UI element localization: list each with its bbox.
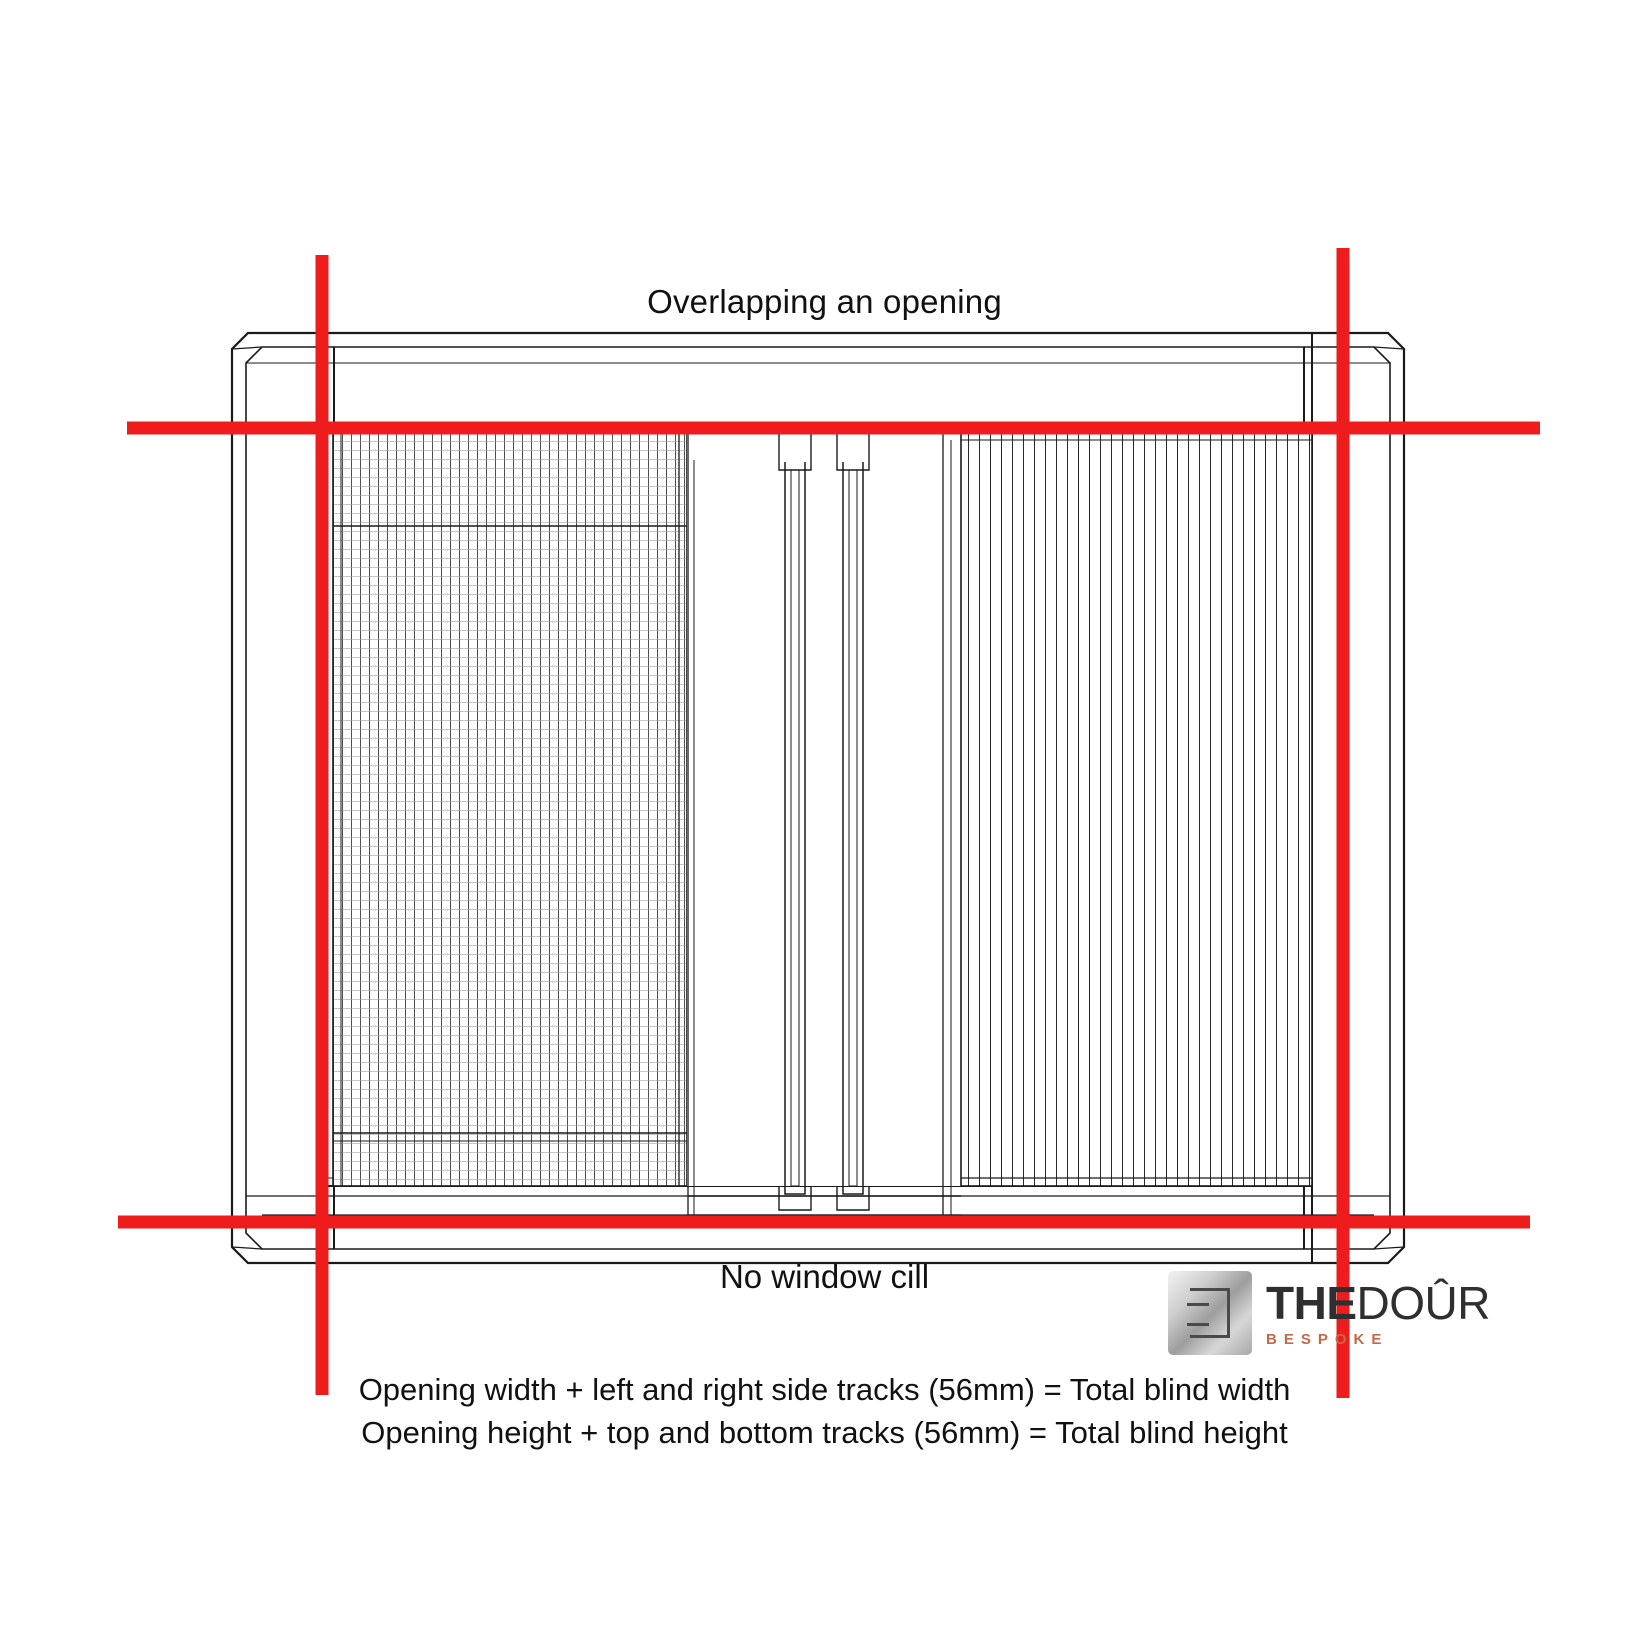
no-window-cill-label: No window cill: [719, 1258, 930, 1295]
logo-brand-primary: THE: [1266, 1276, 1357, 1329]
caption-height-line: Opening height + top and bottom tracks (56mm) = Total blind height: [361, 1415, 1288, 1450]
caption-width-line: Opening width + left and right side tracks (56mm) = Total blind width: [358, 1372, 1291, 1407]
brand-logo: [1168, 1267, 1508, 1359]
logo-text: [1266, 1276, 1490, 1348]
measurement-caption: [0, 1368, 1649, 1454]
door-mark-icon: [1168, 1271, 1252, 1355]
logo-tagline: BESPOKE: [1266, 1330, 1389, 1348]
diagram-title: Overlapping an opening: [647, 283, 1002, 320]
logo-wordmark: [1266, 1276, 1490, 1329]
logo-brand-secondary: DOÛR: [1356, 1276, 1490, 1329]
